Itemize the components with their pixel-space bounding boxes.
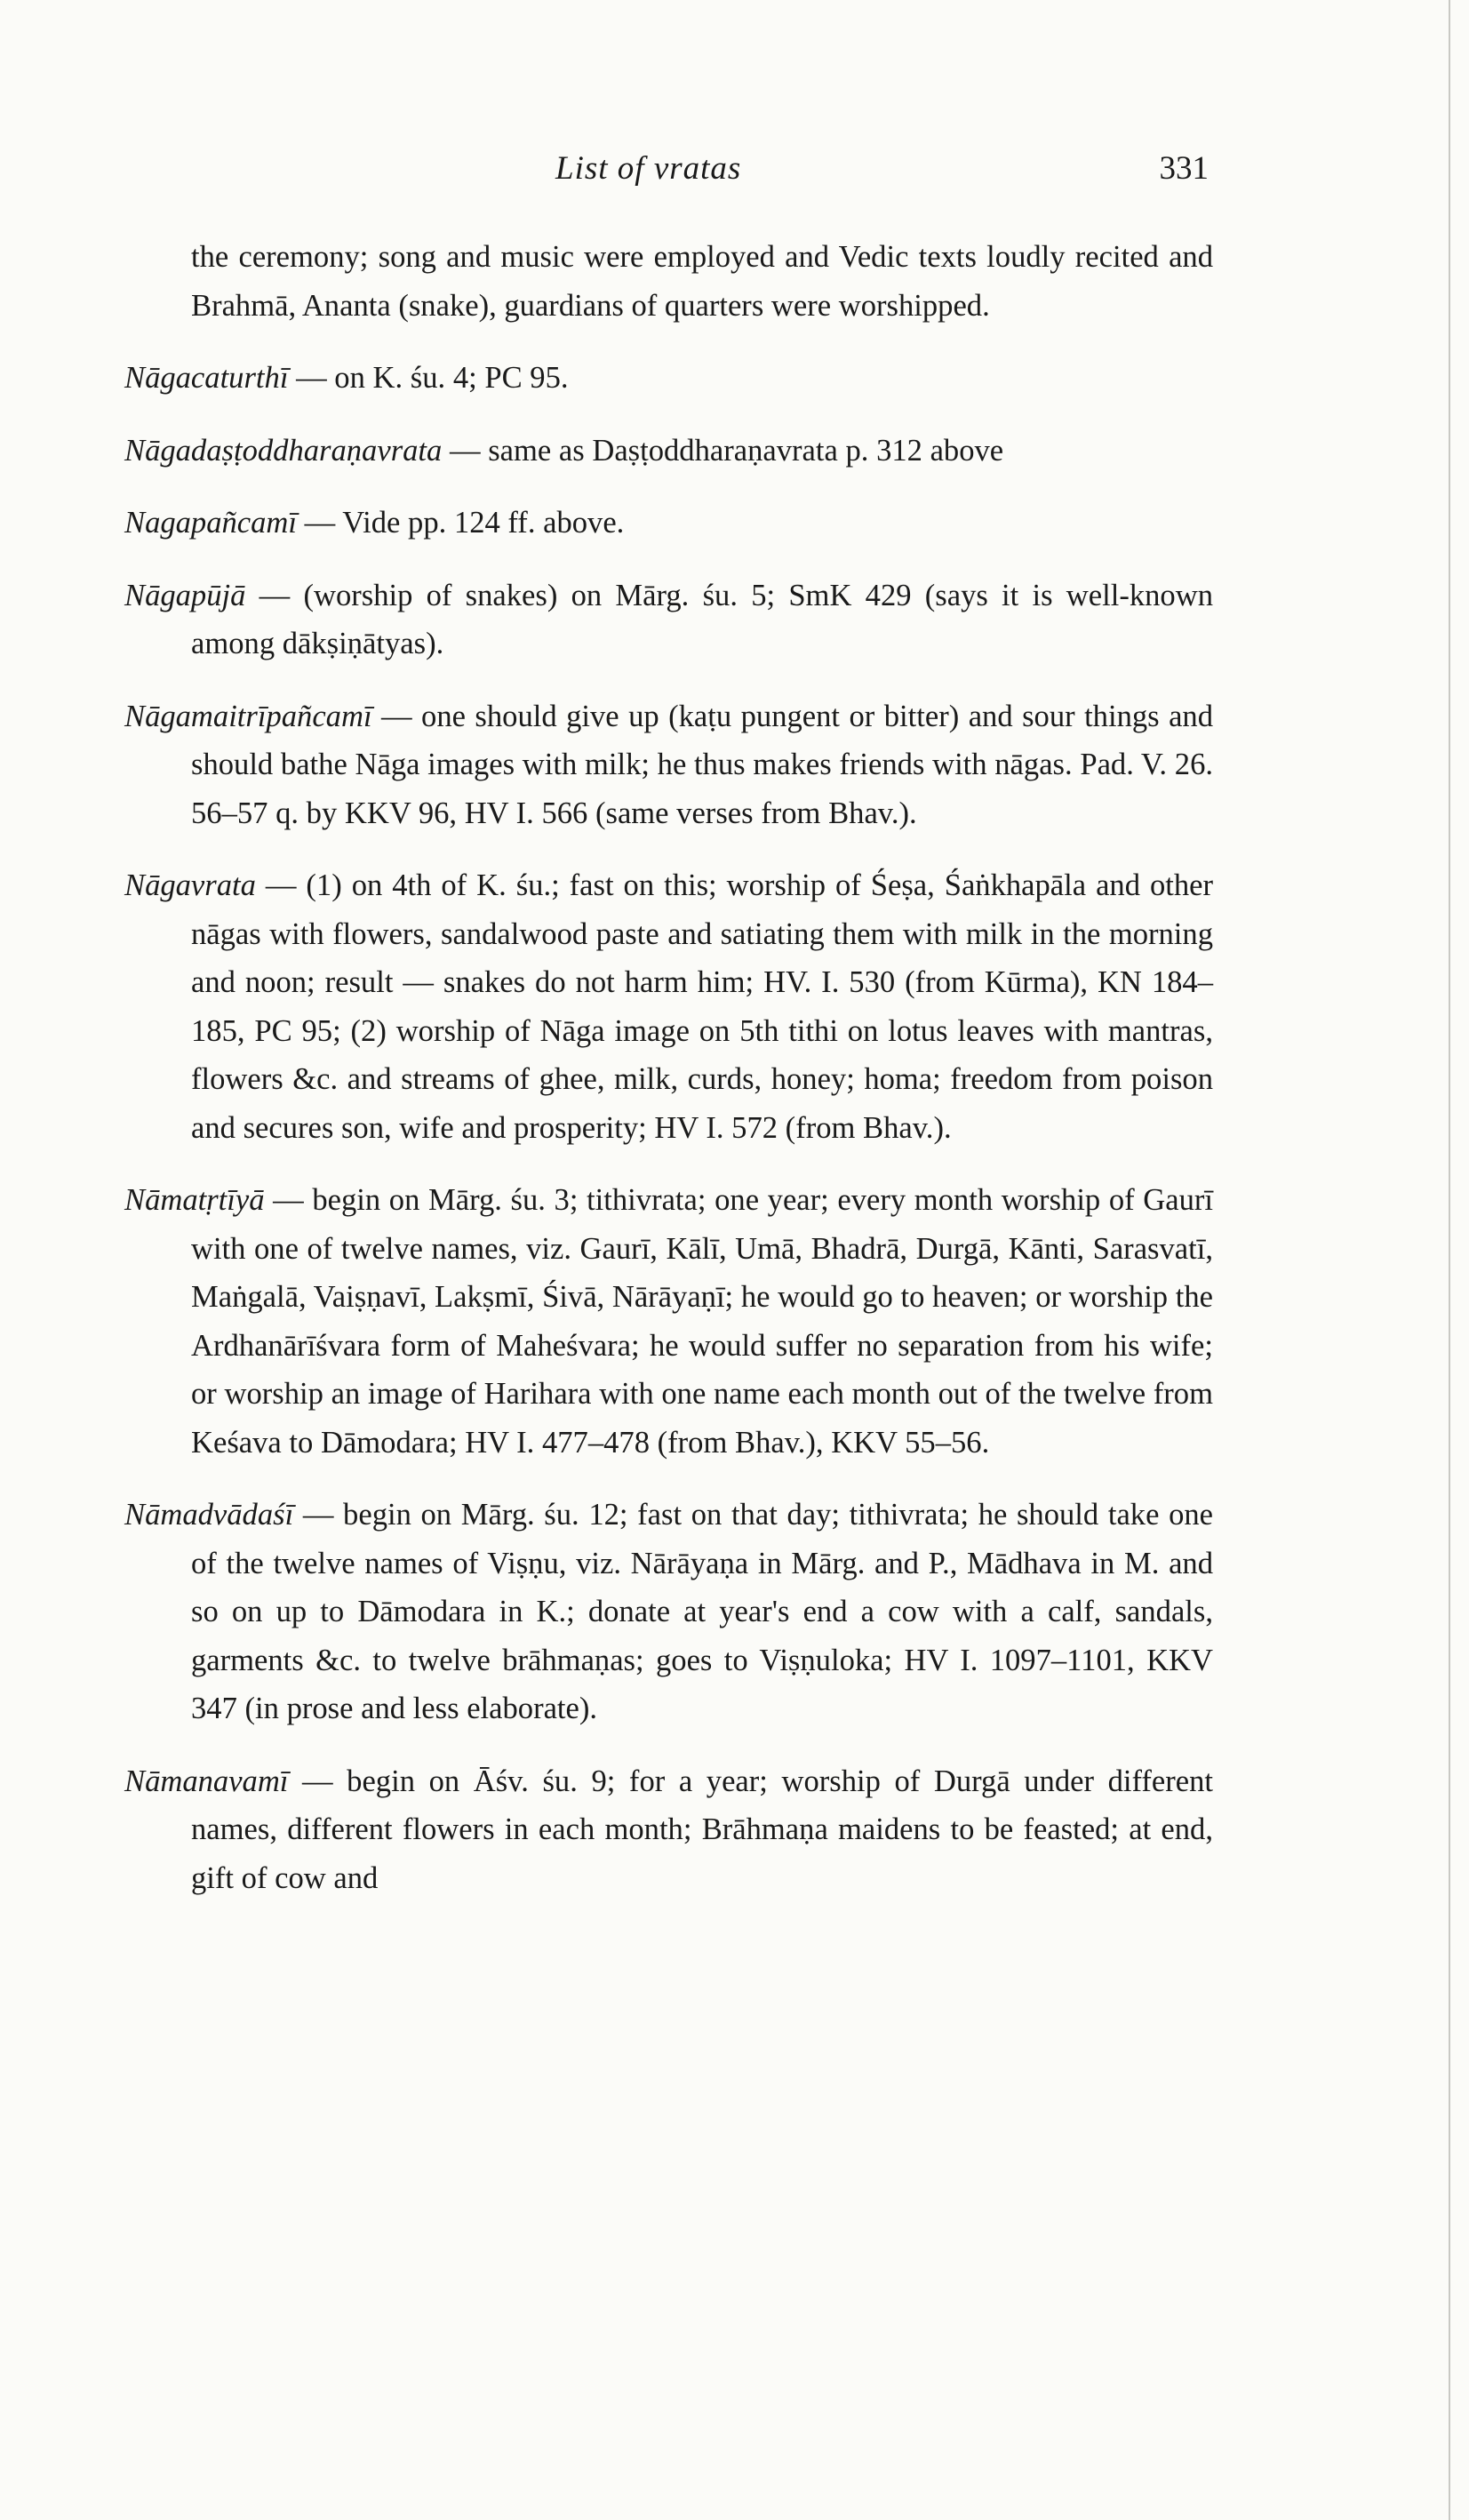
entry — [124, 1757, 1213, 1903]
entry — [124, 861, 1213, 1152]
entry-headword: Nāmanavamī — [124, 1764, 289, 1798]
entry-continuation — [124, 233, 1213, 330]
entry — [124, 354, 1213, 403]
entry-text: — same as Daṣṭoddharaṇavrata p. 312 above — [442, 433, 1004, 468]
entry-headword: Nāgamaitrīpañcamī — [124, 699, 372, 733]
entry-headword: Nagapañcamī — [124, 506, 298, 540]
entry-text: — on K. śu. 4; PC 95. — [288, 361, 569, 395]
entry-text: — (1) on 4th of K. śu.; fast on this; worship of Śeṣa, Śaṅkhapāla and other nāgas with flowers, sandalwood paste and satiating them with milk in the morning and noon; result — snakes do not harm him; HV. I. 530 (from Kūrma), KN 184–185, PC 95; (2) worship of Nāga image on 5th tithi on lotus leaves with mantras, flowers &c. and streams of ghee, milk, curds, honey; homa; freedom from poison and secures son, wife and prosperity; HV I. 572 (from Bhav.). — [191, 868, 1213, 1145]
entry — [124, 1176, 1213, 1467]
entry-text: — begin on Mārg. śu. 12; fast on that day; tithivrata; he should take one of the twelve names of Viṣṇu, viz. Nārāyaṇa in Mārg. and P., Mādhava in M. and so on up to Dāmodara in K.; donate at year's end a cow with a calf, sandals, garments &c. to twelve brāhmaṇas; goes to Viṣṇuloka; HV I. 1097–1101, KKV 347 (in prose and less elaborate). — [191, 1498, 1213, 1725]
page-header — [124, 149, 1209, 196]
entry-text: — (worship of snakes) on Mārg. śu. 5; SmK 429 (says it is well-known among dākṣiṇātyas). — [191, 578, 1213, 660]
entry-text: the ceremony; song and music were employed and Vedic texts loudly recited and Brahmā, Ananta (snake), guardians of quarters were worshipped. — [191, 240, 1213, 323]
entry-headword: Nāmadvādaśī — [124, 1498, 294, 1532]
entry-headword: Nāgapūjā — [124, 578, 246, 612]
page-edge-rule — [1449, 0, 1450, 2520]
entry-headword: Nāgavrata — [124, 868, 256, 902]
page-number: 331 — [1159, 150, 1209, 187]
entry-text: — begin on Āśv. śu. 9; for a year; worship of Durgā under different names, different flowers in each month; Brāhmaṇa maidens to be feasted; at end, gift of cow and — [191, 1764, 1213, 1895]
page-body — [124, 233, 1213, 1926]
entry-text: — begin on Mārg. śu. 3; tithivrata; one year; every month worship of Gaurī with one of twelve names, viz. Gaurī, Kālī, Umā, Bhadrā, Durgā, Kānti, Sarasvatī, Maṅgalā, Vaiṣṇavī, Lakṣmī, Śivā, Nārāyaṇī; he would go to heaven; or worship the Ardhanārīśvara form of Maheśvara; he would suffer no separation from his wife; or worship an image of Harihara with one name each month out of the twelve from Keśava to Dāmodara; HV I. 477–478 (from Bhav.), KKV 55–56. — [191, 1183, 1213, 1460]
entry — [124, 427, 1213, 476]
entry-headword: Nāgacaturthī — [124, 361, 289, 395]
running-title: List of vratas — [555, 150, 742, 187]
entry — [124, 1491, 1213, 1733]
entry — [124, 499, 1213, 548]
entry-headword: Nāmatṛtīyā — [124, 1183, 265, 1217]
entry — [124, 572, 1213, 668]
entry-text: — one should give up (kaṭu pungent or bitter) and sour things and should bathe Nāga images with milk; he thus makes friends with nāgas. Pad. V. 26. 56–57 q. by KKV 96, HV I. 566 (same verses from Bhav.). — [191, 699, 1213, 830]
entry-text: — Vide pp. 124 ff. above. — [297, 506, 625, 540]
entry-headword: Nāgadaṣṭoddharaṇavrata — [124, 433, 443, 468]
entry — [124, 692, 1213, 838]
